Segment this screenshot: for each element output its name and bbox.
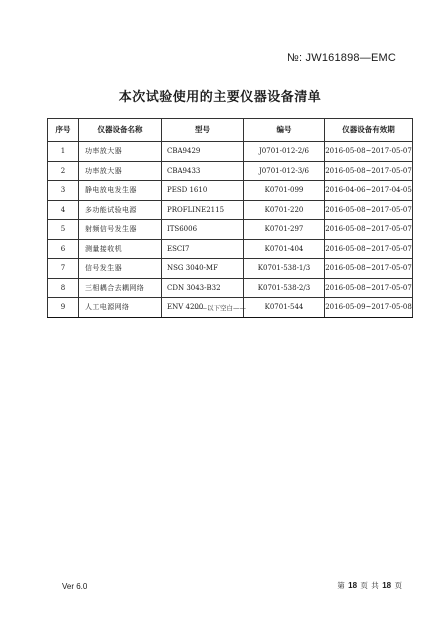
table-row — [48, 200, 413, 220]
table-row — [48, 259, 413, 279]
cell-code: J0701-012-2/6 — [244, 142, 325, 162]
cell-name: 功率放大器 — [79, 142, 162, 162]
column-header-code: 编号 — [244, 119, 325, 142]
cell-validity: 2016-05-08~2017-05-07 — [325, 200, 413, 220]
equipment-table — [47, 118, 413, 318]
cell-name: 三相耦合去耦网络 — [79, 278, 162, 298]
table-header-row — [48, 119, 413, 142]
cell-validity: 2016-05-09~2017-05-08 — [325, 298, 413, 318]
cell-validity: 2016-04-06~2017-04-05 — [325, 181, 413, 201]
cell-seq: 2 — [48, 161, 79, 181]
cell-code: K0701-099 — [244, 181, 325, 201]
page-suffix: 页 — [394, 581, 402, 590]
cell-model: CDN 3043-B32 — [162, 278, 244, 298]
cell-seq: 5 — [48, 220, 79, 240]
cell-code: J0701-012-3/6 — [244, 161, 325, 181]
table-row — [48, 181, 413, 201]
page-number — [337, 580, 402, 591]
table-row — [48, 239, 413, 259]
cell-seq: 3 — [48, 181, 79, 201]
page-title: 本次试验使用的主要仪器设备清单 — [118, 90, 322, 105]
cell-code: K0701-538-2/3 — [244, 278, 325, 298]
cell-code: K0701-544 — [244, 298, 325, 318]
cell-model: ESCI7 — [162, 239, 244, 259]
version-label: Ver 6.0 — [62, 582, 88, 591]
cell-validity: 2016-05-08~2017-05-07 — [325, 239, 413, 259]
cell-model: ITS6006 — [162, 220, 244, 240]
page-prefix: 第 — [337, 581, 345, 590]
cell-code: K0701-297 — [244, 220, 325, 240]
column-header-validity: 仪器设备有效期 — [325, 119, 413, 142]
table-row — [48, 220, 413, 240]
end-of-list-note: ——以下空白—— — [194, 304, 246, 312]
cell-seq: 7 — [48, 259, 79, 279]
cell-name: 多功能试验电源 — [79, 200, 162, 220]
cell-name: 射频信号发生器 — [79, 220, 162, 240]
table-row — [48, 278, 413, 298]
column-header-model: 型号 — [162, 119, 244, 142]
cell-code: K0701-404 — [244, 239, 325, 259]
total-pages: 18 — [382, 581, 392, 590]
cell-validity: 2016-05-08~2017-05-07 — [325, 161, 413, 181]
cell-name: 静电放电发生器 — [79, 181, 162, 201]
cell-name: 功率放大器 — [79, 161, 162, 181]
cell-seq: 6 — [48, 239, 79, 259]
current-page: 18 — [348, 581, 358, 590]
cell-validity: 2016-05-08~2017-05-07 — [325, 220, 413, 240]
cell-model: ENV 4200 — [162, 298, 244, 318]
cell-seq: 1 — [48, 142, 79, 162]
cell-model: NSG 3040-MF — [162, 259, 244, 279]
cell-model: PROFLINE2115 — [162, 200, 244, 220]
page-middle: 页 共 — [360, 581, 379, 590]
cell-seq: 9 — [48, 298, 79, 318]
cell-name: 人工电源网络 — [79, 298, 162, 318]
table-row — [48, 161, 413, 181]
cell-model: CBA9429 — [162, 142, 244, 162]
cell-seq: 4 — [48, 200, 79, 220]
column-header-name: 仪器设备名称 — [79, 119, 162, 142]
column-header-seq: 序号 — [48, 119, 79, 142]
cell-model: CBA9433 — [162, 161, 244, 181]
cell-validity: 2016-05-08~2017-05-07 — [325, 278, 413, 298]
cell-validity: 2016-05-08~2017-05-07 — [325, 142, 413, 162]
cell-code: K0701-538-1/3 — [244, 259, 325, 279]
cell-name: 测量接收机 — [79, 239, 162, 259]
table-row — [48, 142, 413, 162]
cell-validity: 2016-05-08~2017-05-07 — [325, 259, 413, 279]
document-number: №: JW161898—EMC — [287, 52, 396, 64]
cell-code: K0701-220 — [244, 200, 325, 220]
cell-name: 信号发生器 — [79, 259, 162, 279]
cell-model: PESD 1610 — [162, 181, 244, 201]
cell-seq: 8 — [48, 278, 79, 298]
